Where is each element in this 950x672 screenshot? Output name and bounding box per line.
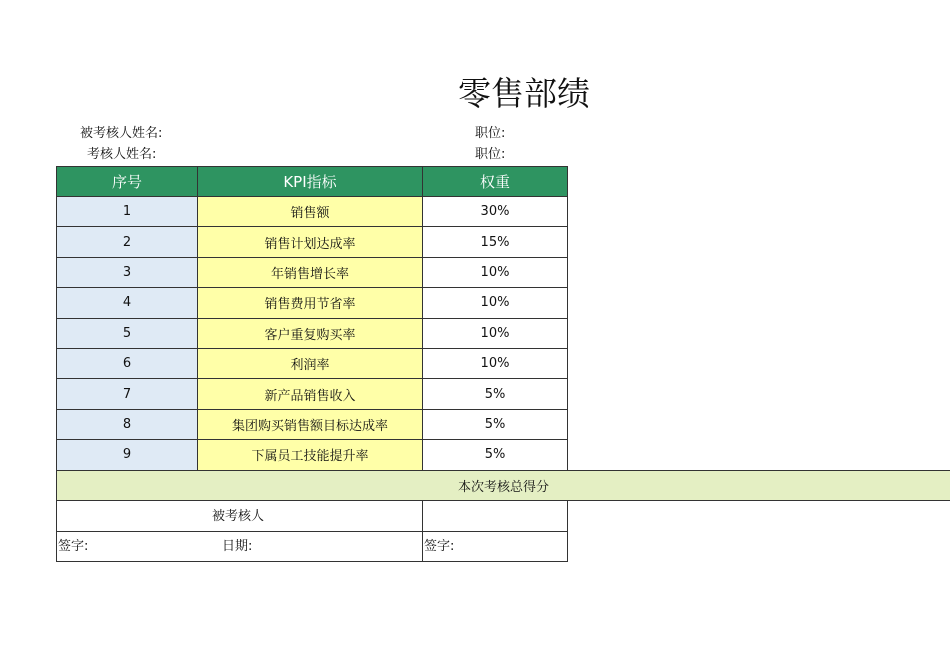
- row-number-cell: 2: [56, 226, 197, 257]
- weight-cell: 10%: [422, 348, 568, 379]
- row-number-cell: 3: [56, 257, 197, 288]
- weight-cell: 10%: [422, 287, 568, 318]
- col-header-no: 序号: [56, 166, 197, 197]
- kpi-cell: 销售费用节省率: [197, 287, 422, 318]
- kpi-cell: 年销售增长率: [197, 257, 422, 288]
- sign-label-1: 签字:: [58, 539, 89, 554]
- row-number-cell: 1: [56, 196, 197, 227]
- row-number-cell: 5: [56, 318, 197, 349]
- weight-cell: 15%: [422, 226, 568, 257]
- row-number-cell: 8: [56, 409, 197, 440]
- kpi-cell: 销售额: [197, 196, 422, 227]
- weight-cell: 10%: [422, 257, 568, 288]
- total-score-row: [56, 470, 950, 501]
- examinee-name-label: 被考核人姓名:: [80, 126, 163, 141]
- weight-cell: 5%: [422, 439, 568, 470]
- position-label-2: 职位:: [475, 147, 506, 162]
- kpi-cell: 客户重复购买率: [197, 318, 422, 349]
- date-label: 日期:: [222, 539, 253, 554]
- kpi-cell: 下属员工技能提升率: [197, 439, 422, 470]
- footer-bottom-border: [56, 561, 568, 562]
- weight-cell: 10%: [422, 318, 568, 349]
- examinee-label: 被考核人: [212, 509, 265, 524]
- kpi-cell: 新产品销售收入: [197, 378, 422, 409]
- total-score-label: 本次考核总得分: [457, 480, 549, 495]
- weight-cell: 5%: [422, 409, 568, 440]
- kpi-cell: 利润率: [197, 348, 422, 379]
- position-label-1: 职位:: [475, 126, 506, 141]
- kpi-cell: 销售计划达成率: [197, 226, 422, 257]
- row-number-cell: 9: [56, 439, 197, 470]
- kpi-cell: 集团购买销售额目标达成率: [197, 409, 422, 440]
- col-header-weight: 权重: [422, 166, 568, 197]
- weight-cell: 5%: [422, 378, 568, 409]
- row-number-cell: 4: [56, 287, 197, 318]
- examiner-name-label: 考核人姓名:: [87, 147, 157, 162]
- col-header-kpi: KPI指标: [197, 166, 422, 197]
- sign-label-2: 签字:: [424, 539, 455, 554]
- row-number-cell: 6: [56, 348, 197, 379]
- weight-cell: 30%: [422, 196, 568, 227]
- row-number-cell: 7: [56, 378, 197, 409]
- page-title: 零售部绩: [458, 74, 590, 113]
- footer-row-divider: [56, 531, 568, 532]
